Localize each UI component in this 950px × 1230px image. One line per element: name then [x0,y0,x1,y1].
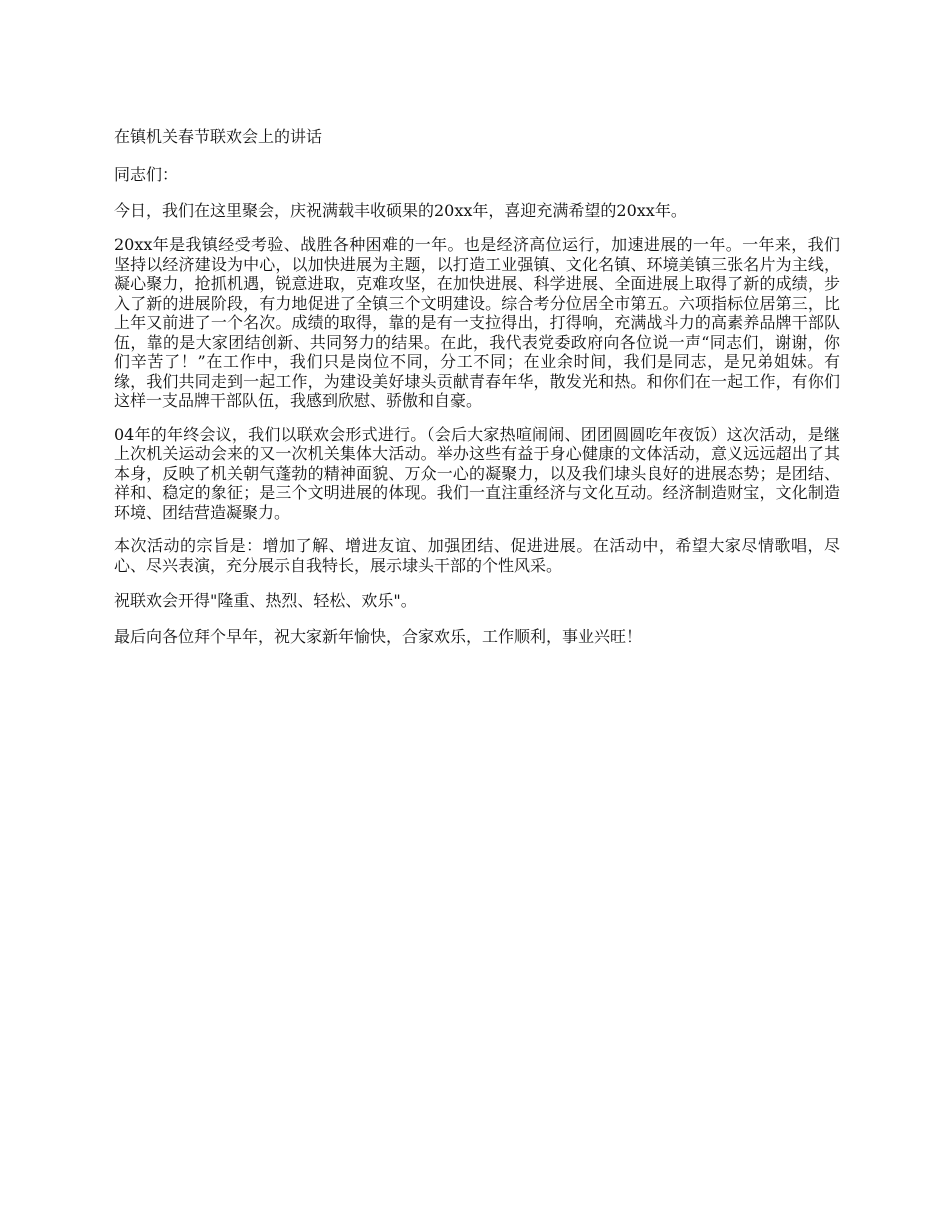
paragraph-closing: 最后向各位拜个早年，祝大家新年愉快，合家欢乐，工作顺利，事业兴旺！ [114,627,643,646]
document-body [114,125,840,661]
greeting: 同志们： [114,165,179,184]
paragraph-purpose: 本次活动的宗旨是：增加了解、增进友谊、加强团结、促进进展。在活动中，希望大家尽情歌唱，尽心、尽兴表演，充分展示自我特长，展示埭头干部的个性风采。 [114,536,840,575]
paragraph-wish: 祝联欢会开得"隆重、热烈、轻松、欢乐"。 [114,591,417,610]
paragraph-event: 04年的年终会议，我们以联欢会形式进行。（会后大家热喧闹闹、团团圆圆吃年夜饭）这次活动，是继上次机关运动会来的又一次机关集体大活动。举办这些有益于身心健康的文体活动，意义远远超出了其本身，反映了机关朝气蓬勃的精神面貌、万众一心的凝聚力，以及我们埭头良好的进展态势；是团结、祥和、稳定的象征；是三个文明进展的体现。我们一直注重经济与文化互动。经济制造财宝，文化制造环境、团结营造凝聚力。 [114,424,840,522]
paragraph-opening: 今日，我们在这里聚会，庆祝满载丰收硕果的20xx年，喜迎充满希望的20xx年。 [114,201,687,220]
document-title: 在镇机关春节联欢会上的讲话 [114,127,323,146]
paragraph-achievements: 20xx年是我镇经受考验、战胜各种困难的一年。也是经济高位运行，加速进展的一年。一年来，我们坚持以经济建设为中心，以加快进展为主题，以打造工业强镇、文化名镇、环境美镇三张名片为主线，凝心聚力，抢抓机遇，锐意进取，克难攻坚，在加快进展、科学进展、全面进展上取得了新的成绩，步入了新的进展阶段，有力地促进了全镇三个文明建设。综合考分位居全市第五。六项指标位居第三，比上年又前进了一个名次。成绩的取得，靠的是有一支拉得出，打得响，充满战斗力的高素养品牌干部队伍，靠的是大家团结创新、共同努力的结果。在此，我代表党委政府向各位说一声“同志们，谢谢，你们辛苦了！”在工作中，我们只是岗位不同，分工不同；在业余时间，我们是同志，是兄弟姐妹。有缘，我们共同走到一起工作，为建设美好埭头贡献青春年华，散发光和热。和你们在一起工作，有你们这样一支品牌干部队伍，我感到欣慰、骄傲和自豪。 [114,235,840,410]
